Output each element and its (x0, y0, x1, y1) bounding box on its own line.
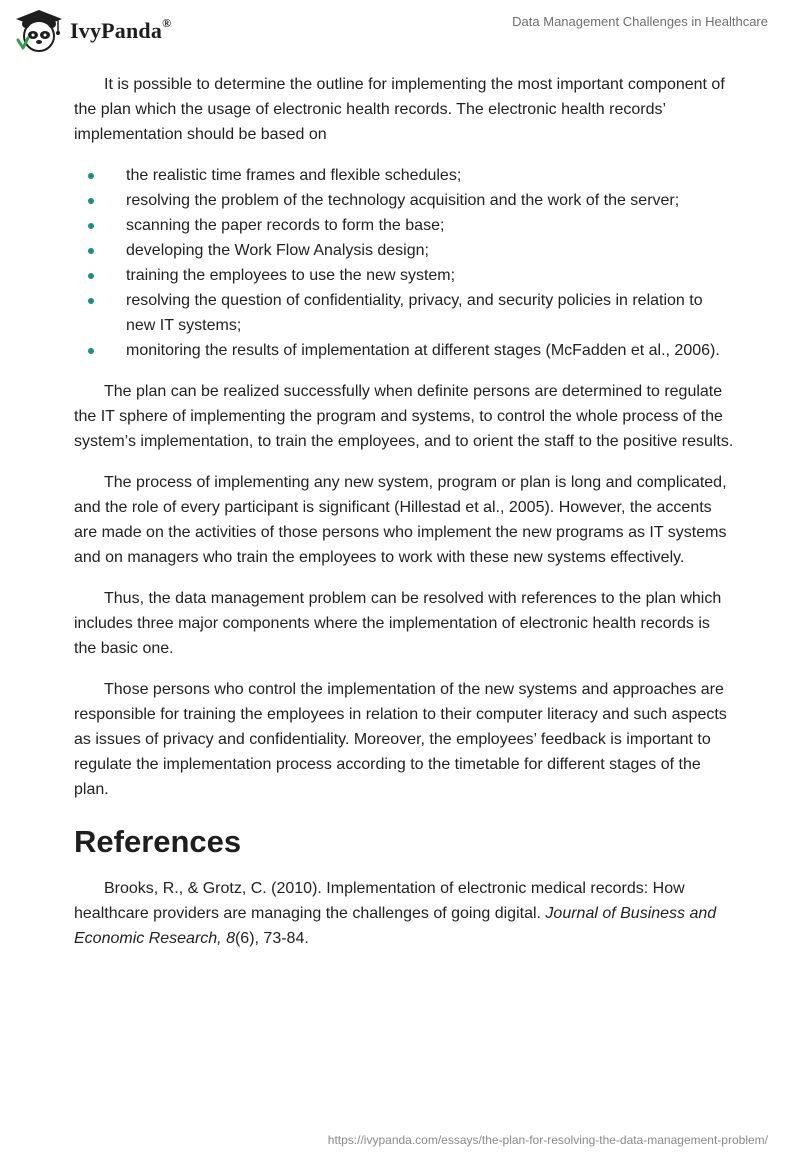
list-item: monitoring the results of implementation at different stages (McFadden et al., 2006). (74, 338, 734, 363)
body-paragraph: Thus, the data management problem can be resolved with references to the plan which includes three major components where the implementation of electronic health records is the basic one. (74, 590, 722, 657)
list-item: training the employees to use the new system; (74, 263, 734, 288)
source-url[interactable]: https://ivypanda.com/essays/the-plan-for-resolving-the-data-management-problem/ (327, 1133, 768, 1147)
bullet-icon (88, 248, 94, 254)
essay-body (74, 72, 734, 951)
brand-logo[interactable] (14, 8, 171, 54)
bullet-icon (88, 298, 94, 304)
references-heading: References (74, 824, 242, 859)
body-paragraph: Those persons who control the implementation of the new systems and approaches are responsible for training the employees in relation to their computer literacy and such aspects as issues of privacy and confidentiality. Moreover, the employees’ feedback is important to regulate the implementation process according to the timetable for different stages of the plan. (74, 681, 727, 798)
bullet-icon (88, 223, 94, 229)
intro-paragraph: It is possible to determine the outline for implementing the most important component of the plan which the usage of electronic health records. The electronic health records’ implementation should be based on (74, 76, 725, 143)
bullet-icon (88, 348, 94, 354)
page-header (0, 0, 800, 60)
bullet-icon (88, 173, 94, 179)
list-item: developing the Work Flow Analysis design; (74, 238, 734, 263)
bullet-icon (88, 273, 94, 279)
list-item: the realistic time frames and flexible schedules; (74, 163, 734, 188)
bullet-icon (88, 198, 94, 204)
body-paragraph: The process of implementing any new system, program or plan is long and complicated, and the role of every participant is significant (Hillestad et al., 2005). However, the accents are made on the activities of those persons who implement the new programs as IT systems and on managers who train the employees to work with these new systems effectively. (74, 474, 727, 566)
document-title: Data Management Challenges in Healthcare (512, 14, 768, 29)
brand-name: IvyPanda® (70, 16, 172, 43)
list-item: resolving the question of confidentiality, privacy, and security policies in relation to new IT systems; (74, 288, 734, 338)
reference-entry: Brooks, R., & Grotz, C. (2010). Implementation of electronic medical records: How healthcare providers are managing the challenges of going digital. Journal of Business and Economic Research, 8(6), 73-84. (74, 880, 717, 947)
implementation-list (74, 163, 734, 363)
list-item: resolving the problem of the technology acquisition and the work of the server; (74, 188, 734, 213)
panda-logo-icon (14, 8, 64, 54)
body-paragraph: The plan can be realized successfully when definite persons are determined to regulate the IT sphere of implementing the program and systems, to control the whole process of the system’s implementation, to train the employees, and to orient the staff to the positive results. (74, 383, 734, 450)
list-item: scanning the paper records to form the base; (74, 213, 734, 238)
